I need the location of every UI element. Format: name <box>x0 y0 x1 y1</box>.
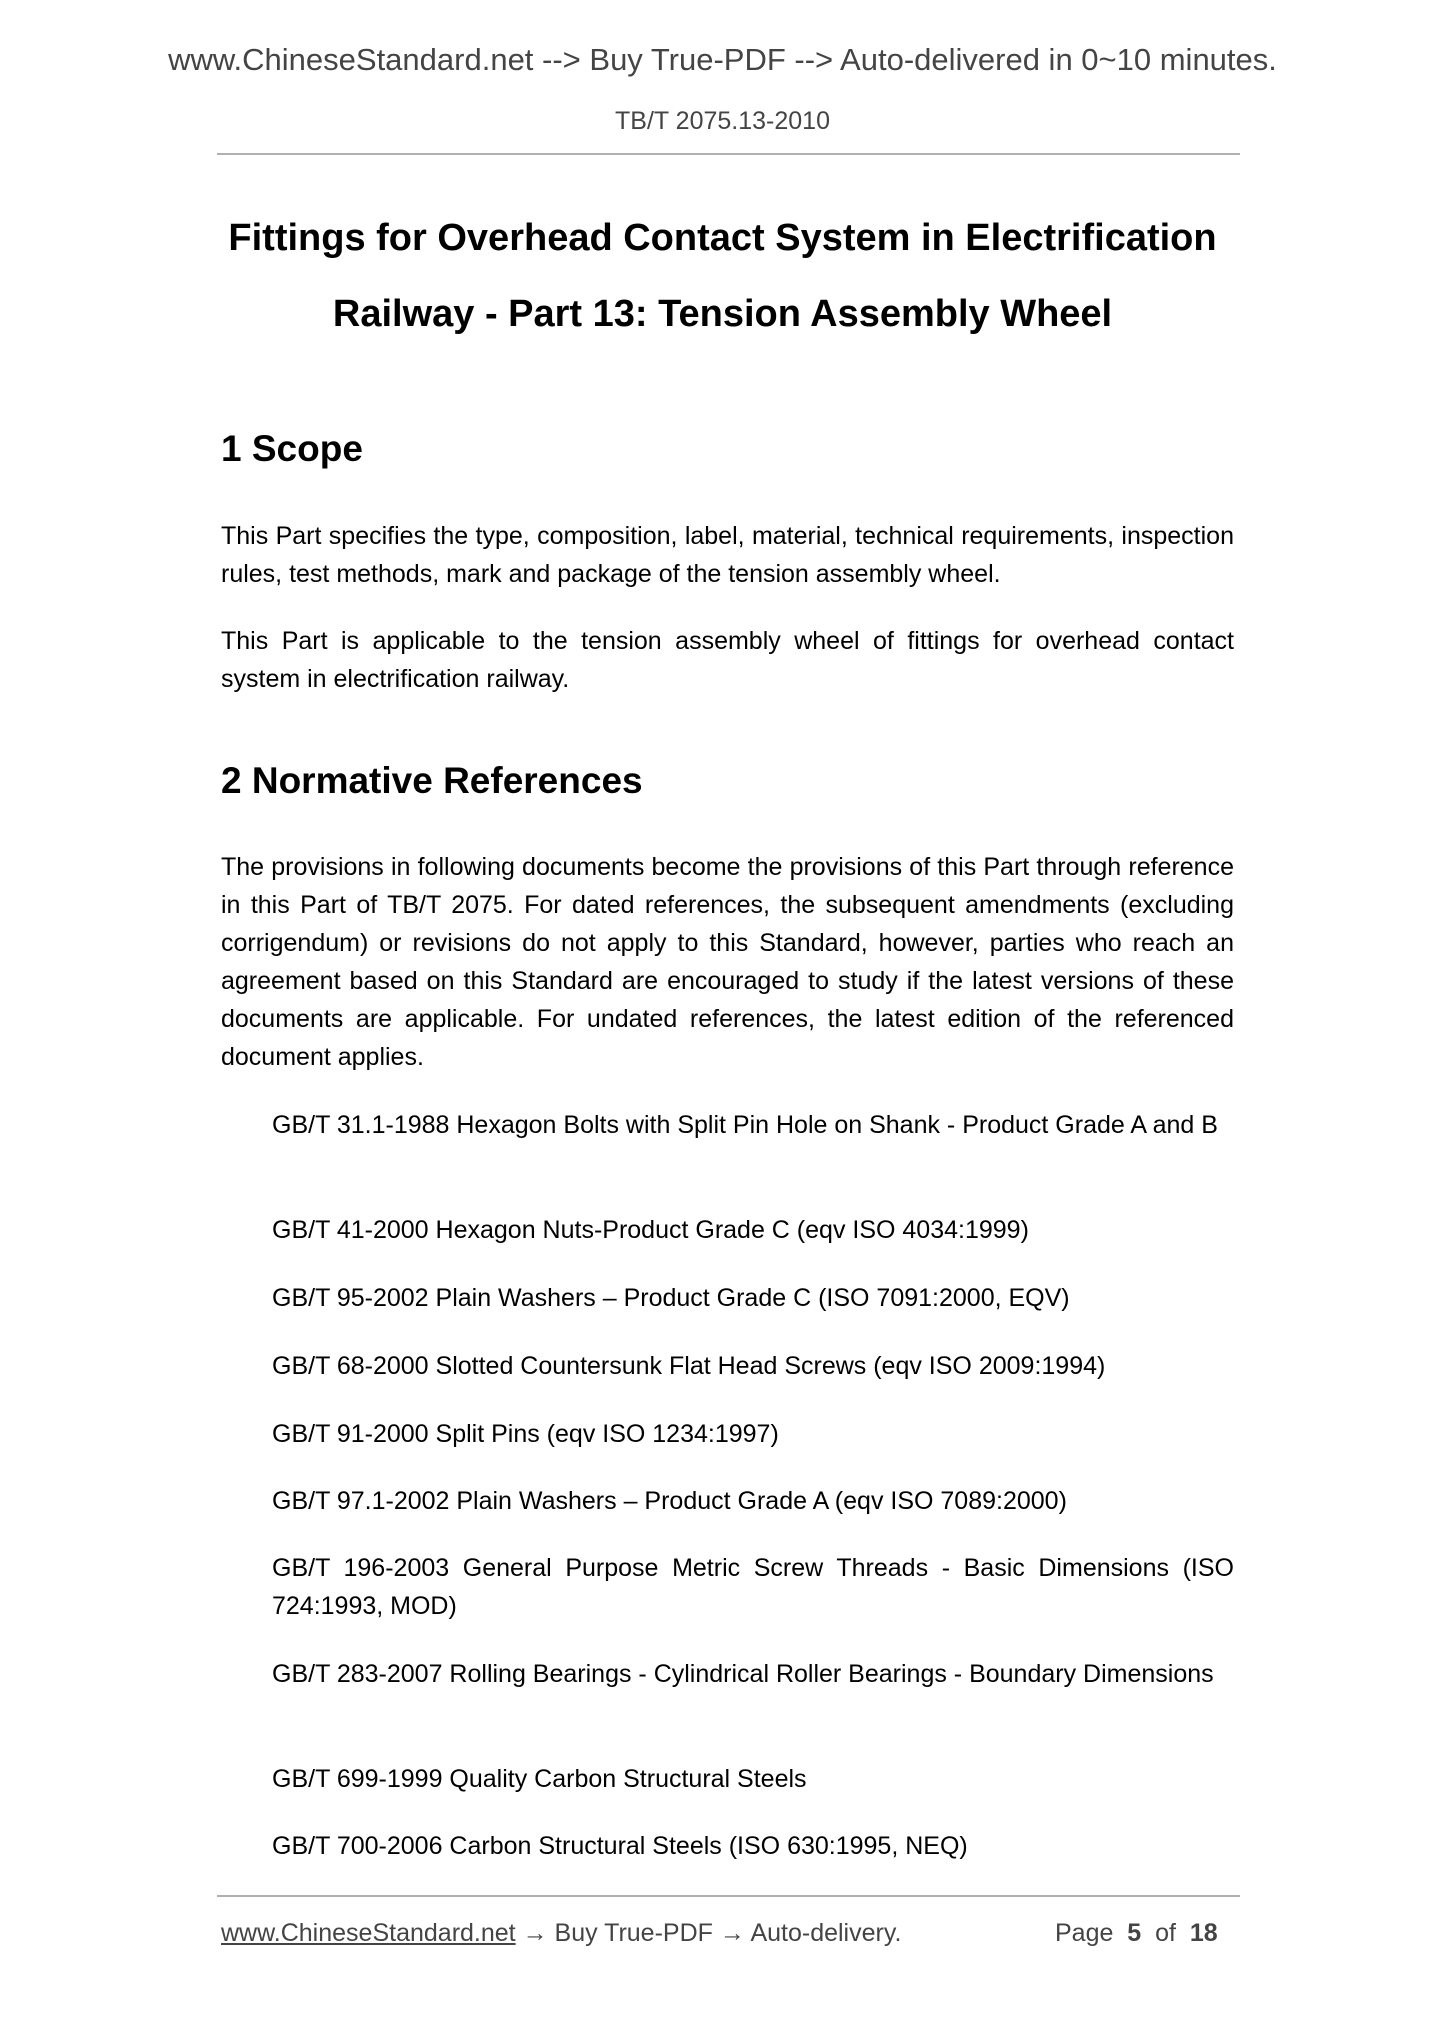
reference-item: GB/T 41-2000 Hexagon Nuts-Product Grade C (eqv ISO 4034:1999) <box>272 1216 1029 1244</box>
reference-item: GB/T 699-1999 Quality Carbon Structural Steels <box>272 1765 807 1793</box>
footer-divider <box>217 1895 1240 1897</box>
reference-item: GB/T 700-2006 Carbon Structural Steels (ISO 630:1995, NEQ) <box>272 1832 968 1860</box>
document-title-line2: Railway - Part 13: Tension Assembly Wheel <box>332 293 1113 335</box>
header-divider <box>217 153 1240 155</box>
reference-item: GB/T 91-2000 Split Pins (eqv ISO 1234:1997) <box>272 1420 779 1448</box>
reference-item: GB/T 196-2003 General Purpose Metric Screw Threads - Basic Dimensions (ISO 724:1993, MOD) <box>272 1554 1234 1620</box>
reference-item: GB/T 95-2002 Plain Washers – Product Grade C (ISO 7091:2000, EQV) <box>272 1284 1070 1312</box>
arrow-right-icon: → <box>719 1919 745 1947</box>
section-heading-scope: 1 Scope <box>221 428 363 469</box>
scope-paragraph: This Part is applicable to the tension assembly wheel of fittings for overhead contact system in electrification railway. <box>221 627 1234 693</box>
page-number: 5 <box>1127 1919 1142 1947</box>
scope-paragraph: This Part specifies the type, composition, label, material, technical requirements, inspection rules, test methods, mark and package of the tension assembly wheel. <box>221 522 1234 588</box>
header-banner: www.ChineseStandard.net --> Buy True-PDF --> Auto-delivered in 0~10 minutes. <box>168 42 1277 77</box>
footer-buy-text: Buy True-PDF <box>554 1919 713 1947</box>
reference-item: GB/T 283-2007 Rolling Bearings - Cylindrical Roller Bearings - Boundary Dimensions <box>272 1660 1214 1688</box>
page-total: 18 <box>1189 1919 1218 1947</box>
reference-item: GB/T 68-2000 Slotted Countersunk Flat Head Screws (eqv ISO 2009:1994) <box>272 1352 1106 1380</box>
page-label: Page <box>1055 1919 1114 1947</box>
document-title-line1: Fittings for Overhead Contact System in Electrification <box>228 217 1217 259</box>
reference-item: GB/T 97.1-2002 Plain Washers – Product Grade A (eqv ISO 7089:2000) <box>272 1487 1067 1515</box>
section-heading-normative-references: 2 Normative References <box>221 760 643 801</box>
of-label: of <box>1155 1919 1176 1947</box>
standard-code: TB/T 2075.13-2010 <box>615 107 830 135</box>
footer-promo <box>221 1914 901 1952</box>
references-intro-paragraph: The provisions in following documents become the provisions of this Part through reference in this Part of TB/T 2075. For dated references, the subsequent amendments (excluding corrigendum) or revisions do not apply to this Standard, however, parties who reach an agreement based on this Standard are encouraged to study if the latest versions of these documents are applicable. For undated references, the latest edition of the referenced document applies. <box>221 853 1234 1071</box>
arrow-right-icon: → <box>522 1919 548 1947</box>
page-indicator <box>1055 1914 1218 1952</box>
footer-site-link[interactable]: www.ChineseStandard.net <box>221 1919 516 1947</box>
reference-item: GB/T 31.1-1988 Hexagon Bolts with Split Pin Hole on Shank - Product Grade A and B <box>272 1111 1218 1139</box>
footer-delivery-text: Auto-delivery. <box>750 1919 902 1947</box>
